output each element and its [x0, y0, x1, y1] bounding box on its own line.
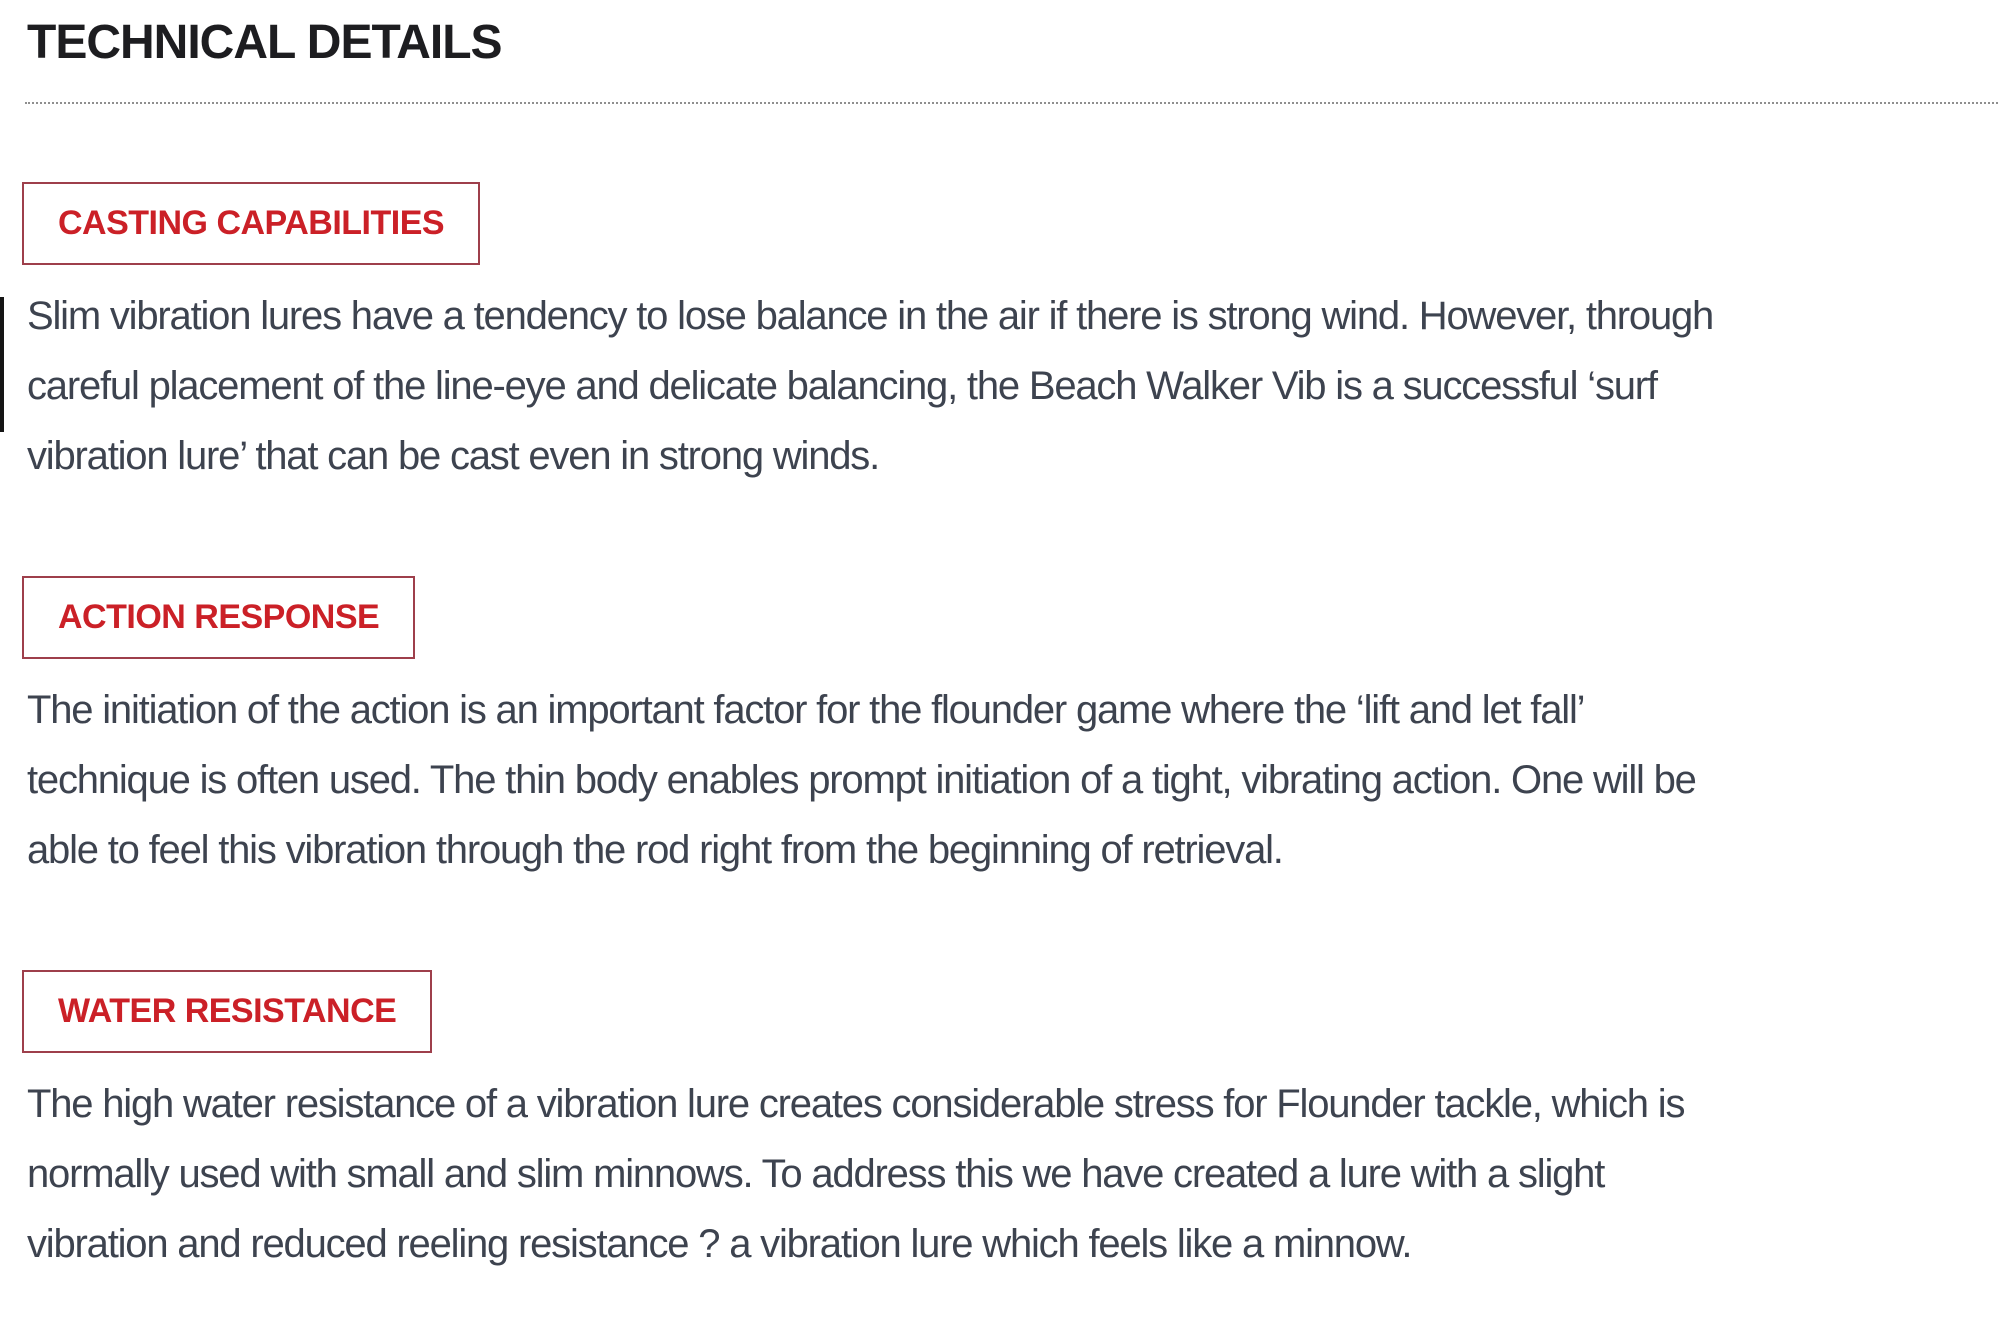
section-heading-casting-capabilities: CASTING CAPABILITIES — [22, 182, 480, 265]
title-divider — [25, 102, 1998, 104]
left-edge-artifact — [0, 297, 4, 432]
section-casting-capabilities — [0, 182, 2000, 491]
paragraph-line: The initiation of the action is an important factor for the flounder game where the ‘lift and let fall’ — [27, 688, 1585, 732]
section-water-resistance — [0, 970, 2000, 1279]
paragraph-line: able to feel this vibration through the rod right from the beginning of retrieval. — [27, 828, 1283, 872]
paragraph-line: The high water resistance of a vibration lure creates considerable stress for Flounder tackle, which is — [27, 1082, 1685, 1126]
section-paragraph — [27, 281, 2000, 491]
section-heading-action-response: ACTION RESPONSE — [22, 576, 415, 659]
page-title: TECHNICAL DETAILS — [27, 16, 502, 69]
section-heading-water-resistance: WATER RESISTANCE — [22, 970, 432, 1053]
paragraph-line: vibration and reduced reeling resistance ? a vibration lure which feels like a minnow. — [27, 1222, 1412, 1266]
paragraph-line: vibration lure’ that can be cast even in strong winds. — [27, 434, 879, 478]
paragraph-line: Slim vibration lures have a tendency to lose balance in the air if there is strong wind. However, through — [27, 294, 1714, 338]
paragraph-line: careful placement of the line-eye and delicate balancing, the Beach Walker Vib is a successful ‘surf — [27, 364, 1657, 408]
paragraph-line: normally used with small and slim minnows. To address this we have created a lure with a slight — [27, 1152, 1605, 1196]
section-paragraph — [27, 675, 2000, 885]
technical-details-page — [0, 14, 2000, 1325]
section-paragraph — [27, 1069, 2000, 1279]
paragraph-line: technique is often used. The thin body enables prompt initiation of a tight, vibrating action. One will be — [27, 758, 1696, 802]
section-action-response — [0, 576, 2000, 885]
